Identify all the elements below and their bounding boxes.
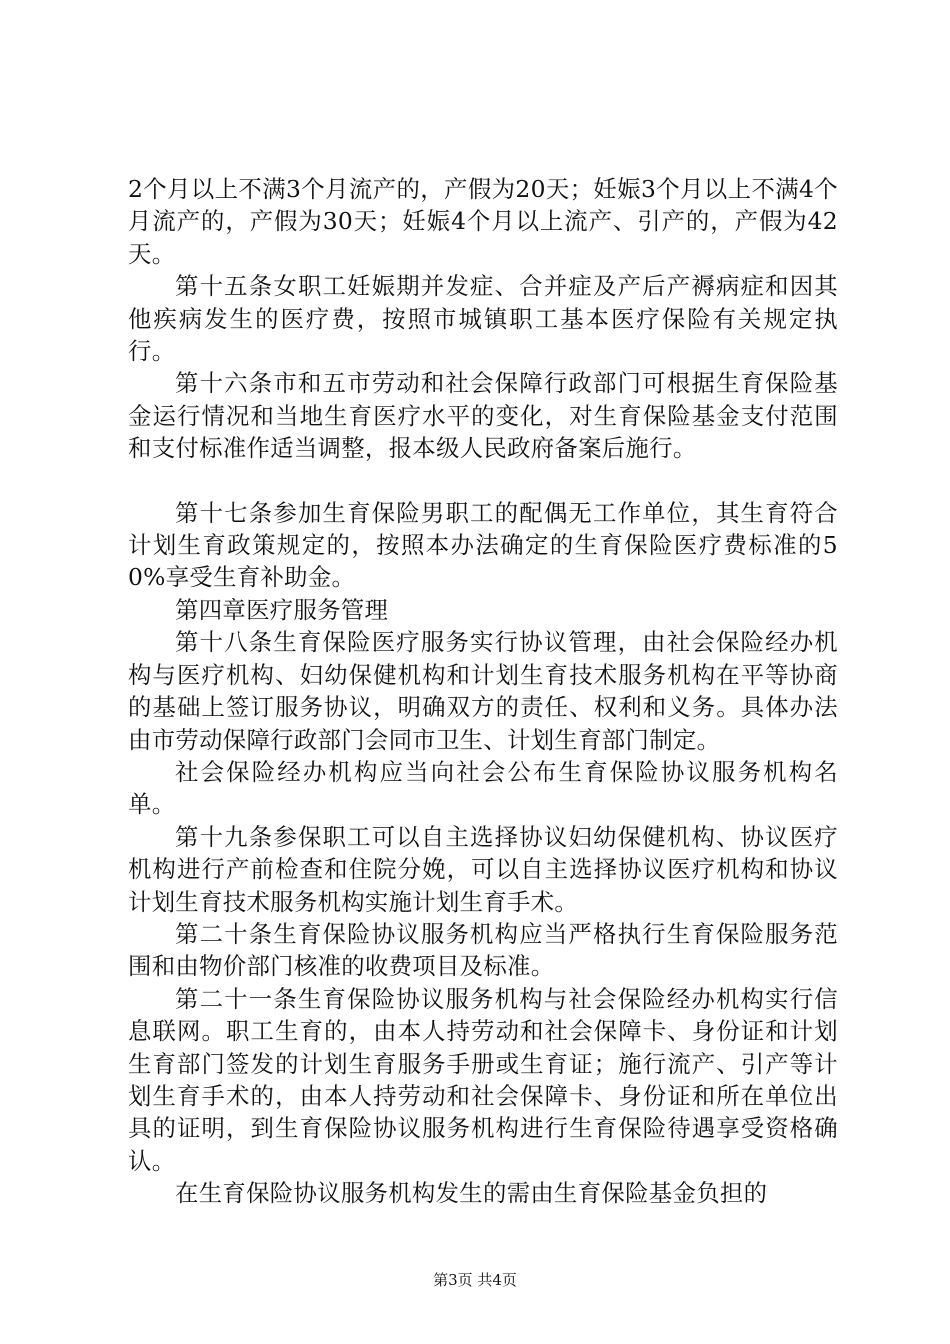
paragraph-maternity-leave-continued: 2个月以上不满3个月流产的，产假为20天；妊娠3个月以上不满4个月流产的，产假为30天；妊娠4个月以上流产、引产的，产假为42天。	[128, 175, 838, 268]
page-number-footer: 第3页 共4页	[433, 1271, 517, 1289]
paragraph-article-20: 第二十条生育保险协议服务机构应当严格执行生育保险服务范围和由物价部门核准的收费项目及标准。	[128, 919, 838, 981]
paragraph-article-15: 第十五条女职工妊娠期并发症、合并症及产后产褥病症和因其他疾病发生的医疗费，按照市城镇职工基本医疗保险有关规定执行。	[128, 272, 838, 366]
document-body	[128, 173, 838, 1210]
paragraph-article-18: 第十八条生育保险医疗服务实行协议管理，由社会保险经办机构与医疗机构、妇幼保健机构和计划生育技术服务机构在平等协商的基础上签订服务协议，明确双方的责任、权利和义务。具体办法由市劳动保障行政部门会同市卫生、计划生育部门制定。	[128, 628, 838, 754]
paragraph-fund-costs: 在生育保险协议服务机构发生的需由生育保险基金负担的	[175, 1179, 768, 1208]
paragraph-article-17: 第十七条参加生育保险男职工的配偶无工作单位，其生育符合计划生育政策规定的，按照本办法确定的生育保险医疗费标准的50%享受生育补助金。	[128, 498, 838, 592]
paragraph-article-21: 第二十一条生育保险协议服务机构与社会保险经办机构实行信息联网。职工生育的，由本人持劳动和社会保障卡、身份证和计划生育部门签发的计划生育服务手册或生育证；施行流产、引产等计划生育手术的，由本人持劳动和社会保障卡、身份证和所在单位出具的证明，到生育保险协议服务机构进行生育保险待遇享受资格确认。	[128, 984, 838, 1175]
paragraph-agency-list: 社会保险经办机构应当向社会公布生育保险协议服务机构名单。	[128, 757, 838, 819]
paragraph-article-19: 第十九条参保职工可以自主选择协议妇幼保健机构、协议医疗机构进行产前检查和住院分娩，可以自主选择协议医疗机构和协议计划生育技术服务机构实施计划生育手术。	[128, 822, 838, 916]
chapter-heading-4: 第四章医疗服务管理	[175, 595, 389, 624]
paragraph-article-16: 第十六条市和五市劳动和社会保障行政部门可根据生育保险基金运行情况和当地生育医疗水平的变化，对生育保险基金支付范围和支付标准作适当调整，报本级人民政府备案后施行。	[128, 369, 838, 463]
